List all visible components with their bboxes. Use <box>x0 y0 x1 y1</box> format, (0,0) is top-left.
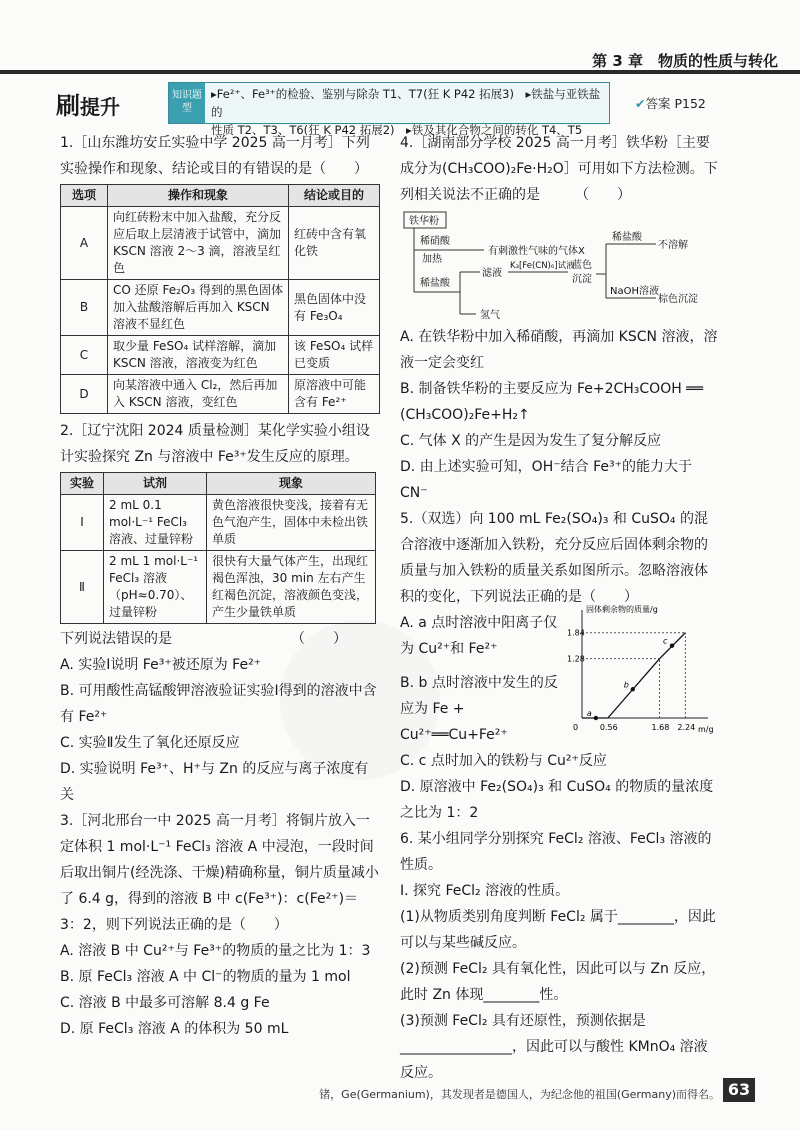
q2-table-header <box>61 473 376 495</box>
table-cell: 2 mL 0.1 mol·L⁻¹ FeCl₃ 溶液、过量锌粉 <box>104 495 207 551</box>
flow-brown: 棕色沉淀 <box>658 294 698 305</box>
brand-small: 提升 <box>80 95 120 119</box>
table-cell: CO 还原 Fe₂O₃ 得到的黑色固体加入盐酸溶解后再加入 KSCN 溶液不显红色 <box>108 280 289 336</box>
q2-ask: 下列说法错误的是 （ ） <box>60 631 347 647</box>
flow-precip1: 蓝色 <box>572 260 592 271</box>
table-cell: 很快有大量气体产生，出现红褐色浑浊，30 min 左右产生红褐色沉淀，溶液颜色变浅，产生少量铁单质 <box>207 551 376 624</box>
q2-stem: 2.［辽宁沈阳 2024 质量检测］某化学实验小组设计实验探究 Zn 与溶液中 Fe³⁺发生反应的原理。 <box>60 423 370 465</box>
point-c <box>670 643 674 647</box>
q6-stem: 6. 某小组同学分别探究 FeCl₂ 溶液、FeCl₃ 溶液的性质。 <box>400 831 712 873</box>
q3-option-d: D. 原 FeCl₃ 溶液 A 的体积为 50 mL <box>60 1021 289 1037</box>
table-row <box>61 551 376 624</box>
table-cell: D <box>61 375 108 414</box>
table-row <box>61 207 380 280</box>
table-cell: Ⅱ <box>61 551 104 624</box>
x-tick-label: 1.68 <box>651 723 670 732</box>
q6-sub0: Ⅰ. 探究 FeCl₂ 溶液的性质。 <box>400 883 570 899</box>
q5-stem: 5.（双选）向 100 mL Fe₂(SO₄)₃ 和 CuSO₄ 的混合溶液中逐渐加入铁粉，充分反应后固体剩余物的质量与加入铁粉的质量关系如图所示。忽略溶液体积的变化，下列说法正确的是（ ） <box>400 511 708 605</box>
q4-option-b: B. 制备铁华粉的主要反应为 Fe+2CH₃COOH ══ (CH₃COO)₂Fe+H₂↑ <box>400 381 704 423</box>
flow-branch1b: 加热 <box>422 254 442 265</box>
table-header-cell: 现象 <box>207 473 376 495</box>
flow-h2: 氢气 <box>480 310 500 321</box>
q5-option-d: D. 原溶液中 Fe₂(SO₄)₃ 和 CuSO₄ 的物质的量浓度之比为 1：2 <box>400 779 714 821</box>
table-cell: B <box>61 280 108 336</box>
chapter-title: 第 3 章 物质的性质与转化 <box>592 52 778 70</box>
table-header-cell: 结论或目的 <box>289 185 380 207</box>
x-axis-label: m/g <box>698 725 714 734</box>
answer-ref <box>635 94 706 112</box>
q4-option-c: C. 气体 X 的产生是因为发生了复分解反应 <box>400 433 662 449</box>
flow-filtrate: 滤液 <box>482 268 502 279</box>
table-cell: 向红砖粉末中加入盐酸，充分反应后取上层清液于试管中，滴加 KSCN 溶液 2～3 滴，溶液呈红色 <box>108 207 289 280</box>
q2-option-b: B. 可用酸性高锰酸钾溶液验证实验Ⅰ得到的溶液中含有 Fe²⁺ <box>60 683 377 725</box>
check-icon: ✔ <box>635 96 646 111</box>
page-number: 63 <box>723 1078 755 1102</box>
q3-option-a: A. 溶液 B 中 Cu²⁺与 Fe³⁺的物质的量之比为 1：3 <box>60 943 371 959</box>
flow-branch2: 稀盐酸 <box>420 278 450 289</box>
q1-table <box>60 184 380 414</box>
y-tick-label: 1.28 <box>567 654 585 664</box>
q5-option-a: A. a 点时溶液中阳离子仅为 Cu²⁺和 Fe²⁺ <box>400 615 558 657</box>
q3-option-c: C. 溶液 B 中最多可溶解 8.4 g Fe <box>60 995 270 1011</box>
q2-option-d: D. 实验说明 Fe³⁺、H⁺与 Zn 的反应与离子浓度有关 <box>60 761 369 803</box>
x-tick-label: 0.56 <box>599 723 618 732</box>
q5-option-b: B. b 点时溶液中发生的反应为 Fe + Cu²⁺══Cu+Fe²⁺ <box>400 675 558 743</box>
q2-table <box>60 472 376 624</box>
flow-branch1: 稀硝酸 <box>420 236 450 247</box>
flow-gas: 有刺激性气味的气体X <box>488 246 585 257</box>
right-column <box>400 130 720 1086</box>
table-cell: C <box>61 336 108 375</box>
topic-box <box>168 82 610 137</box>
q5-option-c: C. c 点时加入的铁粉与 Cu²⁺反应 <box>400 753 607 769</box>
brand-label <box>56 86 120 121</box>
point-label-b: b <box>623 680 629 690</box>
q5-options-top <box>400 610 560 662</box>
q1-table-header <box>61 185 380 207</box>
chart-title: 固体剩余物的质量/g <box>586 605 658 614</box>
x-tick-label: 2.24 <box>677 723 696 732</box>
point-label-c: c <box>663 636 668 646</box>
table-header-cell: 操作和现象 <box>108 185 289 207</box>
point-a <box>594 716 598 720</box>
table-cell: A <box>61 207 108 280</box>
table-header-cell: 选项 <box>61 185 108 207</box>
table-cell: 该 FeSO₄ 试样已变质 <box>289 336 380 375</box>
q2-option-c: C. 实验Ⅱ发生了氧化还原反应 <box>60 735 240 751</box>
flow-naoh: NaOH溶液 <box>610 286 659 297</box>
flow-precip2: 沉淀 <box>572 274 592 285</box>
q4-stem: 4.［湖南部分学校 2025 高一月考］铁华粉［主要成分为(CH₃COO)₂Fe·H₂O］可用如下方法检测。下列相关说法不正确的是 （ ） <box>400 135 718 203</box>
flow-reagent: K₃[Fe(CN)₆]试液 <box>510 261 575 271</box>
brand-big: 刷 <box>56 92 80 120</box>
q4-option-d: D. 由上述实验可知，OH⁻结合 Fe³⁺的能力大于 CN⁻ <box>400 459 692 501</box>
table-cell: 黄色溶液很快变浅，接着有无色气泡产生，固体中未检出铁单质 <box>207 495 376 551</box>
answer-text: 答案 P152 <box>645 96 706 111</box>
q5-block <box>400 605 720 740</box>
q4-flow-diagram <box>400 210 720 322</box>
table-row <box>61 280 380 336</box>
q3-option-b: B. 原 FeCl₃ 溶液 A 中 Cl⁻的物质的量为 1 mol <box>60 969 351 985</box>
flow-acid: 稀盐酸 <box>612 232 642 243</box>
table-header-cell: 实验 <box>61 473 104 495</box>
q5-chart <box>566 602 716 734</box>
point-label-a: a <box>586 709 592 718</box>
table-cell: 2 mL 1 mol·L⁻¹ FeCl₃ 溶液（pH≈0.70）、过量锌粉 <box>104 551 207 624</box>
table-cell: 原溶液中可能含有 Fe²⁺ <box>289 375 380 414</box>
table-cell: Ⅰ <box>61 495 104 551</box>
topic-line-2: 性质 T2、T3、T6(狂 K P42 拓展2) ▸铁及其化合物之间的转化 T4、T5 <box>211 123 583 137</box>
footnote: 锗，Ge(Germanium)，其发现者是德国人，为纪念他的祖国(Germany)而得名。 <box>319 1088 720 1101</box>
table-header-cell: 试剂 <box>104 473 207 495</box>
topic-line-1: ▸Fe²⁺、Fe³⁺的检验、鉴别与除杂 T1、T7(狂 K P42 拓展3) ▸铁盐与亚铁盐的 <box>211 87 601 119</box>
table-row <box>61 495 376 551</box>
table-cell: 黑色固体中没有 Fe₃O₄ <box>289 280 380 336</box>
topic-badge: 知识题型 <box>169 83 205 123</box>
q2-option-a: A. 实验Ⅰ说明 Fe³⁺被还原为 Fe²⁺ <box>60 657 262 673</box>
q3-stem: 3.［河北邢台一中 2025 高一月考］将铜片放入一定体积 1 mol·L⁻¹ FeCl₃ 溶液 A 中浸泡，一段时间后取出铜片(经洗涤、干燥)精确称量，铜片质量减小了 6.4 g，得到的溶液 B 中 c(Fe³⁺)：c(Fe²⁺)＝3：2，则下列说法正确的是（ ） <box>60 813 379 933</box>
table-cell: 红砖中含有氧化铁 <box>289 207 380 280</box>
table-row <box>61 375 380 414</box>
q4-option-a: A. 在铁华粉中加入稀硝酸，再滴加 KSCN 溶液，溶液一定会变红 <box>400 329 718 371</box>
table-cell: 取少量 FeSO₄ 试样溶解，滴加 KSCN 溶液，溶液变为红色 <box>108 336 289 375</box>
flow-start: 铁华粉 <box>409 216 439 227</box>
point-b <box>631 687 635 691</box>
left-column <box>60 130 380 1042</box>
q1-stem: 1.［山东潍坊安丘实验中学 2025 高一月考］下列实验操作和现象、结论或目的有错误的是（ ） <box>60 135 370 177</box>
q6-sub1: (1)从物质类别角度判断 FeCl₂ 属于________，因此可以与某些碱反应。 <box>400 909 716 951</box>
table-row <box>61 336 380 375</box>
table-cell: 向某溶液中通入 Cl₂，然后再加入 KSCN 溶液，变红色 <box>108 375 289 414</box>
x-tick-label: 0 <box>573 723 579 732</box>
q6-sub3: (3)预测 FeCl₂ 具有还原性，预测依据是________________，因此可以与酸性 KMnO₄ 溶液反应。 <box>400 1013 708 1081</box>
flow-insoluble: 不溶解 <box>658 240 688 251</box>
header-rule <box>0 70 800 74</box>
y-tick-label: 1.84 <box>567 628 585 638</box>
q6-sub2: (2)预测 FeCl₂ 具有氧化性，因此可以与 Zn 反应，此时 Zn 体现________性。 <box>400 961 716 1003</box>
